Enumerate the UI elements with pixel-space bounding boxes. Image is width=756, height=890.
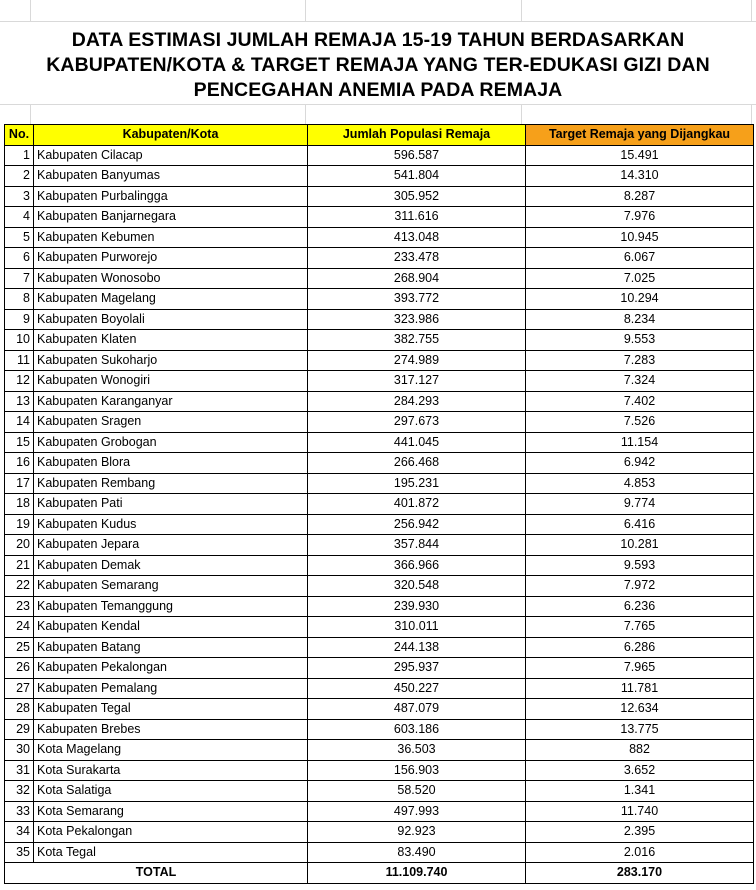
cell-kabupaten[interactable]: Kabupaten Sragen bbox=[34, 412, 308, 433]
title-line-2: KABUPATEN/KOTA & TARGET REMAJA YANG TER-EDUKASI GIZI DAN bbox=[46, 54, 710, 76]
cell-populasi[interactable]: 83.490 bbox=[308, 842, 526, 863]
cell-target[interactable]: 7.972 bbox=[526, 576, 754, 597]
table-row bbox=[5, 145, 754, 166]
table-row bbox=[5, 248, 754, 269]
header-populasi[interactable]: Jumlah Populasi Remaja bbox=[308, 125, 526, 146]
total-label[interactable]: TOTAL bbox=[5, 863, 308, 884]
cell-populasi[interactable]: 413.048 bbox=[308, 227, 526, 248]
cell-target[interactable]: 11.154 bbox=[526, 432, 754, 453]
cell-kabupaten[interactable]: Kabupaten Purworejo bbox=[34, 248, 308, 269]
cell-kabupaten[interactable]: Kabupaten Grobogan bbox=[34, 432, 308, 453]
cell-populasi[interactable]: 297.673 bbox=[308, 412, 526, 433]
cell-populasi[interactable]: 393.772 bbox=[308, 289, 526, 310]
cell-target[interactable]: 6.942 bbox=[526, 453, 754, 474]
table-row bbox=[5, 699, 754, 720]
cell-target[interactable]: 7.526 bbox=[526, 412, 754, 433]
cell-no[interactable]: 17 bbox=[5, 473, 34, 494]
cell-target[interactable]: 9.774 bbox=[526, 494, 754, 515]
table-row bbox=[5, 678, 754, 699]
cell-populasi[interactable]: 311.616 bbox=[308, 207, 526, 228]
cell-target[interactable]: 2.395 bbox=[526, 822, 754, 843]
table-row bbox=[5, 596, 754, 617]
cell-kabupaten[interactable]: Kabupaten Kendal bbox=[34, 617, 308, 638]
cell-populasi[interactable]: 274.989 bbox=[308, 350, 526, 371]
cell-populasi[interactable]: 92.923 bbox=[308, 822, 526, 843]
cell-kabupaten[interactable]: Kabupaten Magelang bbox=[34, 289, 308, 310]
header-kabupaten[interactable]: Kabupaten/Kota bbox=[34, 125, 308, 146]
cell-no[interactable]: 5 bbox=[5, 227, 34, 248]
cell-no[interactable]: 30 bbox=[5, 740, 34, 761]
cell-populasi[interactable]: 382.755 bbox=[308, 330, 526, 351]
cell-kabupaten[interactable]: Kabupaten Rembang bbox=[34, 473, 308, 494]
table-row bbox=[5, 350, 754, 371]
cell-target[interactable]: 7.965 bbox=[526, 658, 754, 679]
table-row bbox=[5, 453, 754, 474]
cell-kabupaten[interactable]: Kabupaten Wonogiri bbox=[34, 371, 308, 392]
cell-no[interactable]: 29 bbox=[5, 719, 34, 740]
table-row bbox=[5, 576, 754, 597]
table-row bbox=[5, 391, 754, 412]
cell-populasi[interactable]: 305.952 bbox=[308, 186, 526, 207]
cell-target[interactable]: 15.491 bbox=[526, 145, 754, 166]
cell-populasi[interactable]: 58.520 bbox=[308, 781, 526, 802]
cell-populasi[interactable]: 195.231 bbox=[308, 473, 526, 494]
cell-target[interactable]: 6.286 bbox=[526, 637, 754, 658]
cell-target[interactable]: 8.287 bbox=[526, 186, 754, 207]
total-row bbox=[5, 863, 754, 884]
cell-target[interactable]: 10.945 bbox=[526, 227, 754, 248]
cell-populasi[interactable]: 323.986 bbox=[308, 309, 526, 330]
cell-populasi[interactable]: 450.227 bbox=[308, 678, 526, 699]
cell-no[interactable]: 3 bbox=[5, 186, 34, 207]
total-populasi[interactable]: 11.109.740 bbox=[308, 863, 526, 884]
cell-target[interactable]: 7.976 bbox=[526, 207, 754, 228]
header-target[interactable]: Target Remaja yang Dijangkau bbox=[526, 125, 754, 146]
cell-target[interactable]: 7.402 bbox=[526, 391, 754, 412]
cell-no[interactable]: 20 bbox=[5, 535, 34, 556]
table-row bbox=[5, 781, 754, 802]
table-row bbox=[5, 822, 754, 843]
cell-kabupaten[interactable]: Kabupaten Banyumas bbox=[34, 166, 308, 187]
table-row bbox=[5, 412, 754, 433]
cell-kabupaten[interactable]: Kota Semarang bbox=[34, 801, 308, 822]
cell-no[interactable]: 14 bbox=[5, 412, 34, 433]
cell-kabupaten[interactable]: Kabupaten Wonosobo bbox=[34, 268, 308, 289]
cell-target[interactable]: 2.016 bbox=[526, 842, 754, 863]
cell-populasi[interactable]: 596.587 bbox=[308, 145, 526, 166]
cell-no[interactable]: 9 bbox=[5, 309, 34, 330]
cell-no[interactable]: 11 bbox=[5, 350, 34, 371]
cell-kabupaten[interactable]: Kabupaten Sukoharjo bbox=[34, 350, 308, 371]
cell-no[interactable]: 8 bbox=[5, 289, 34, 310]
cell-populasi[interactable]: 487.079 bbox=[308, 699, 526, 720]
table-row bbox=[5, 740, 754, 761]
table-body bbox=[5, 145, 754, 863]
cell-target[interactable]: 9.553 bbox=[526, 330, 754, 351]
cell-populasi[interactable]: 233.478 bbox=[308, 248, 526, 269]
cell-no[interactable]: 18 bbox=[5, 494, 34, 515]
cell-target[interactable]: 10.294 bbox=[526, 289, 754, 310]
title-line-1: DATA ESTIMASI JUMLAH REMAJA 15-19 TAHUN BERDASARKAN bbox=[71, 29, 685, 51]
table-row bbox=[5, 268, 754, 289]
cell-target[interactable]: 10.281 bbox=[526, 535, 754, 556]
cell-no[interactable]: 21 bbox=[5, 555, 34, 576]
cell-populasi[interactable]: 366.966 bbox=[308, 555, 526, 576]
cell-populasi[interactable]: 156.903 bbox=[308, 760, 526, 781]
cell-no[interactable]: 25 bbox=[5, 637, 34, 658]
cell-no[interactable]: 34 bbox=[5, 822, 34, 843]
cell-target[interactable]: 7.765 bbox=[526, 617, 754, 638]
cell-kabupaten[interactable]: Kabupaten Tegal bbox=[34, 699, 308, 720]
table-row bbox=[5, 801, 754, 822]
cell-kabupaten[interactable]: Kota Surakarta bbox=[34, 760, 308, 781]
cell-populasi[interactable]: 310.011 bbox=[308, 617, 526, 638]
cell-target[interactable]: 11.781 bbox=[526, 678, 754, 699]
cell-populasi[interactable]: 239.930 bbox=[308, 596, 526, 617]
table-row bbox=[5, 309, 754, 330]
table-row bbox=[5, 658, 754, 679]
table-row bbox=[5, 371, 754, 392]
cell-kabupaten[interactable]: Kabupaten Semarang bbox=[34, 576, 308, 597]
cell-kabupaten[interactable]: Kabupaten Batang bbox=[34, 637, 308, 658]
header-no[interactable]: No. bbox=[5, 125, 34, 146]
total-target[interactable]: 283.170 bbox=[526, 863, 754, 884]
table-row bbox=[5, 494, 754, 515]
table-row bbox=[5, 186, 754, 207]
title-line-3: PENCEGAHAN ANEMIA PADA REMAJA bbox=[193, 79, 563, 101]
cell-no[interactable]: 4 bbox=[5, 207, 34, 228]
cell-target[interactable]: 7.025 bbox=[526, 268, 754, 289]
table-row bbox=[5, 719, 754, 740]
cell-target[interactable]: 6.067 bbox=[526, 248, 754, 269]
cell-no[interactable]: 32 bbox=[5, 781, 34, 802]
header-row bbox=[5, 125, 754, 146]
cell-kabupaten[interactable]: Kabupaten Pemalang bbox=[34, 678, 308, 699]
cell-kabupaten[interactable]: Kabupaten Purbalingga bbox=[34, 186, 308, 207]
cell-no[interactable]: 35 bbox=[5, 842, 34, 863]
cell-populasi[interactable]: 401.872 bbox=[308, 494, 526, 515]
cell-kabupaten[interactable]: Kabupaten Klaten bbox=[34, 330, 308, 351]
cell-no[interactable]: 24 bbox=[5, 617, 34, 638]
cell-populasi[interactable]: 36.503 bbox=[308, 740, 526, 761]
table-row bbox=[5, 289, 754, 310]
cell-populasi[interactable]: 357.844 bbox=[308, 535, 526, 556]
cell-target[interactable]: 7.283 bbox=[526, 350, 754, 371]
cell-no[interactable]: 10 bbox=[5, 330, 34, 351]
cell-no[interactable]: 33 bbox=[5, 801, 34, 822]
table-row bbox=[5, 555, 754, 576]
cell-kabupaten[interactable]: Kota Tegal bbox=[34, 842, 308, 863]
page-title bbox=[0, 28, 756, 103]
cell-kabupaten[interactable]: Kabupaten Blora bbox=[34, 453, 308, 474]
cell-target[interactable]: 6.236 bbox=[526, 596, 754, 617]
cell-no[interactable]: 28 bbox=[5, 699, 34, 720]
table-row bbox=[5, 535, 754, 556]
table-row bbox=[5, 227, 754, 248]
table-row bbox=[5, 166, 754, 187]
cell-target[interactable]: 13.775 bbox=[526, 719, 754, 740]
cell-populasi[interactable]: 603.186 bbox=[308, 719, 526, 740]
cell-no[interactable]: 1 bbox=[5, 145, 34, 166]
cell-no[interactable]: 7 bbox=[5, 268, 34, 289]
cell-target[interactable]: 882 bbox=[526, 740, 754, 761]
cell-target[interactable]: 1.341 bbox=[526, 781, 754, 802]
cell-no[interactable]: 19 bbox=[5, 514, 34, 535]
cell-populasi[interactable]: 320.548 bbox=[308, 576, 526, 597]
table-row bbox=[5, 760, 754, 781]
cell-kabupaten[interactable]: Kabupaten Pati bbox=[34, 494, 308, 515]
cell-kabupaten[interactable]: Kota Salatiga bbox=[34, 781, 308, 802]
cell-kabupaten[interactable]: Kabupaten Karanganyar bbox=[34, 391, 308, 412]
table-row bbox=[5, 514, 754, 535]
cell-no[interactable]: 15 bbox=[5, 432, 34, 453]
cell-target[interactable]: 3.652 bbox=[526, 760, 754, 781]
cell-kabupaten[interactable]: Kabupaten Brebes bbox=[34, 719, 308, 740]
cell-populasi[interactable]: 317.127 bbox=[308, 371, 526, 392]
table-row bbox=[5, 637, 754, 658]
cell-populasi[interactable]: 256.942 bbox=[308, 514, 526, 535]
cell-target[interactable]: 8.234 bbox=[526, 309, 754, 330]
cell-kabupaten[interactable]: Kabupaten Jepara bbox=[34, 535, 308, 556]
cell-no[interactable]: 31 bbox=[5, 760, 34, 781]
spreadsheet-grid-gap bbox=[0, 104, 756, 124]
cell-populasi[interactable]: 441.045 bbox=[308, 432, 526, 453]
cell-kabupaten[interactable]: Kabupaten Demak bbox=[34, 555, 308, 576]
cell-no[interactable]: 2 bbox=[5, 166, 34, 187]
cell-target[interactable]: 14.310 bbox=[526, 166, 754, 187]
cell-target[interactable]: 11.740 bbox=[526, 801, 754, 822]
cell-kabupaten[interactable]: Kabupaten Pekalongan bbox=[34, 658, 308, 679]
cell-populasi[interactable]: 541.804 bbox=[308, 166, 526, 187]
cell-populasi[interactable]: 497.993 bbox=[308, 801, 526, 822]
cell-no[interactable]: 6 bbox=[5, 248, 34, 269]
cell-populasi[interactable]: 295.937 bbox=[308, 658, 526, 679]
table-row bbox=[5, 330, 754, 351]
cell-no[interactable]: 27 bbox=[5, 678, 34, 699]
table-row bbox=[5, 842, 754, 863]
data-table bbox=[4, 124, 754, 884]
cell-no[interactable]: 16 bbox=[5, 453, 34, 474]
cell-no[interactable]: 26 bbox=[5, 658, 34, 679]
cell-kabupaten[interactable]: Kabupaten Cilacap bbox=[34, 145, 308, 166]
cell-target[interactable]: 7.324 bbox=[526, 371, 754, 392]
cell-target[interactable]: 6.416 bbox=[526, 514, 754, 535]
cell-target[interactable]: 4.853 bbox=[526, 473, 754, 494]
cell-kabupaten[interactable]: Kabupaten Temanggung bbox=[34, 596, 308, 617]
cell-target[interactable]: 12.634 bbox=[526, 699, 754, 720]
cell-kabupaten[interactable]: Kabupaten Banjarnegara bbox=[34, 207, 308, 228]
spreadsheet-grid-top bbox=[0, 0, 756, 22]
cell-no[interactable]: 12 bbox=[5, 371, 34, 392]
table-row bbox=[5, 473, 754, 494]
cell-no[interactable]: 13 bbox=[5, 391, 34, 412]
cell-kabupaten[interactable]: Kabupaten Kebumen bbox=[34, 227, 308, 248]
cell-populasi[interactable]: 284.293 bbox=[308, 391, 526, 412]
cell-populasi[interactable]: 268.904 bbox=[308, 268, 526, 289]
cell-kabupaten[interactable]: Kabupaten Kudus bbox=[34, 514, 308, 535]
table-row bbox=[5, 432, 754, 453]
cell-populasi[interactable]: 266.468 bbox=[308, 453, 526, 474]
cell-no[interactable]: 23 bbox=[5, 596, 34, 617]
cell-kabupaten[interactable]: Kota Magelang bbox=[34, 740, 308, 761]
cell-kabupaten[interactable]: Kota Pekalongan bbox=[34, 822, 308, 843]
table-row bbox=[5, 207, 754, 228]
cell-target[interactable]: 9.593 bbox=[526, 555, 754, 576]
cell-no[interactable]: 22 bbox=[5, 576, 34, 597]
table-row bbox=[5, 617, 754, 638]
cell-kabupaten[interactable]: Kabupaten Boyolali bbox=[34, 309, 308, 330]
cell-populasi[interactable]: 244.138 bbox=[308, 637, 526, 658]
